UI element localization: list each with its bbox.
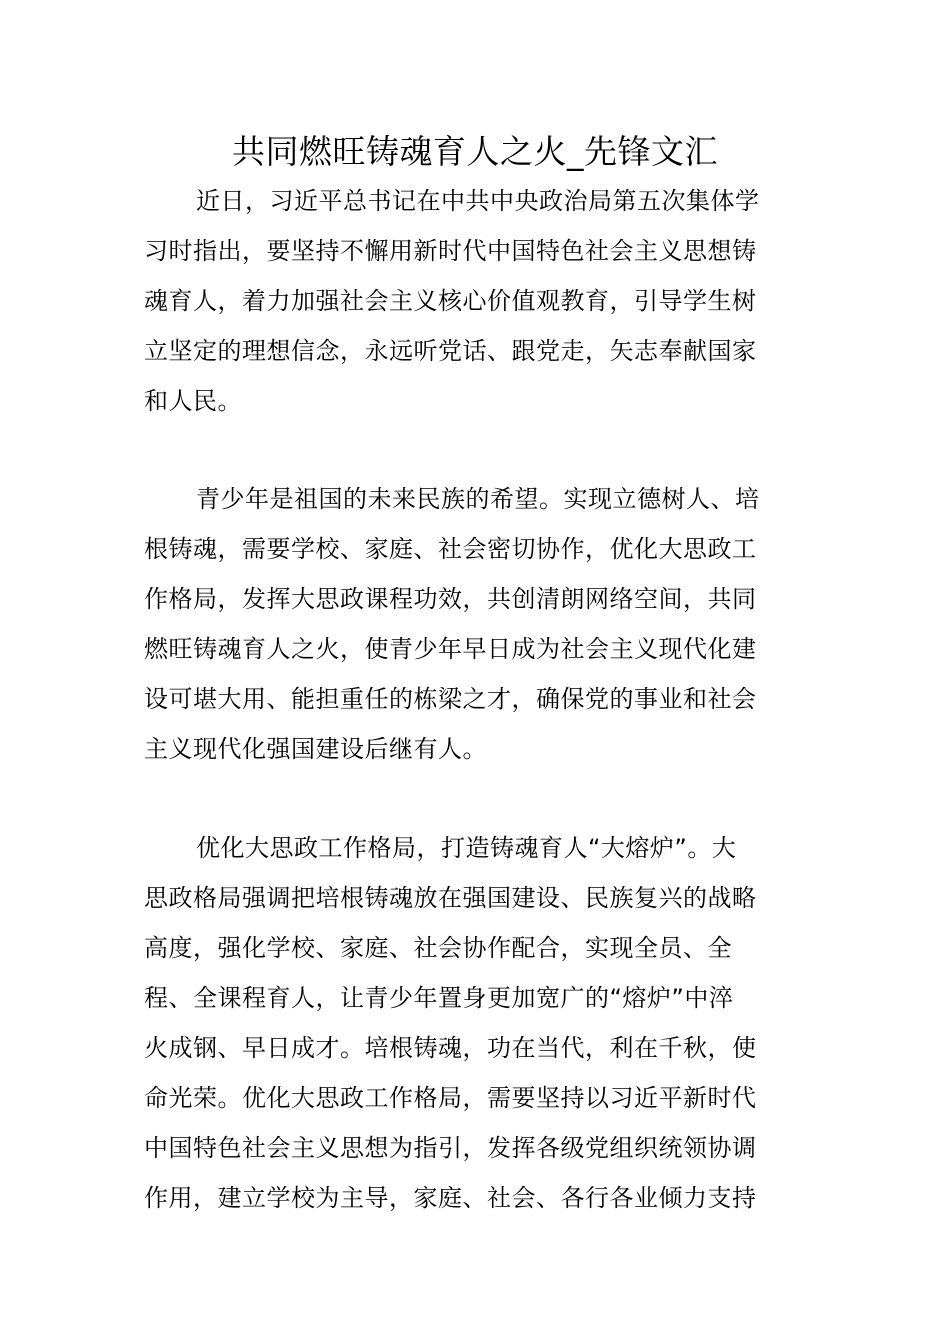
paragraph-line: 魂育人，着力加强社会主义核心价值观教育，引导学生树 [144, 287, 757, 315]
paragraph-line: 主义现代化强国建设后继有人。 [144, 735, 487, 763]
document-title: 共同燃旺铸魂育人之火_先锋文汇 [232, 132, 718, 171]
paragraph-line: 优化大思政工作格局，打造铸魂育人“大熔炉”。大 [196, 834, 737, 862]
paragraph-1 [144, 176, 808, 426]
paragraph-line: 青少年是祖国的未来民族的希望。实现立德树人、培 [196, 485, 760, 513]
paragraph-line: 思政格局强调把培根铸魂放在强国建设、民族复兴的战略 [144, 884, 757, 912]
paragraph-line: 设可堪大用、能担重任的栋梁之才，确保党的事业和社会 [144, 685, 757, 713]
paragraph-line: 燃旺铸魂育人之火，使青少年早日成为社会主义现代化建 [144, 635, 757, 663]
paragraph-line: 作格局，发挥大思政课程功效，共创清朗网络空间，共同 [144, 585, 757, 613]
paragraph-2 [144, 474, 808, 774]
paragraph-line: 中国特色社会主义思想为指引，发挥各级党组织统领协调 [144, 1134, 757, 1162]
paragraph-line: 作用，建立学校为主导，家庭、社会、各行各业倾力支持 [144, 1184, 757, 1212]
paragraph-line: 根铸魂，需要学校、家庭、社会密切协作，优化大思政工 [144, 535, 757, 563]
paragraph-line: 程、全课程育人，让青少年置身更加宽广的“熔炉”中淬 [144, 984, 734, 1012]
paragraph-line: 习时指出，要坚持不懈用新时代中国特色社会主义思想铸 [144, 237, 757, 265]
paragraph-line: 立坚定的理想信念，永远听党话、跟党走，矢志奉献国家 [144, 337, 757, 365]
paragraph-line: 命光荣。优化大思政工作格局，需要坚持以习近平新时代 [144, 1084, 757, 1112]
paragraph-line: 和人民。 [144, 387, 242, 415]
paragraph-3 [144, 823, 808, 1223]
paragraph-line: 高度，强化学校、家庭、社会协作配合，实现全员、全 [144, 934, 732, 962]
paragraph-line: 近日，习近平总书记在中共中央政治局第五次集体学 [196, 187, 760, 215]
paragraph-line: 火成钢、早日成才。培根铸魂，功在当代，利在千秋，使 [144, 1034, 757, 1062]
